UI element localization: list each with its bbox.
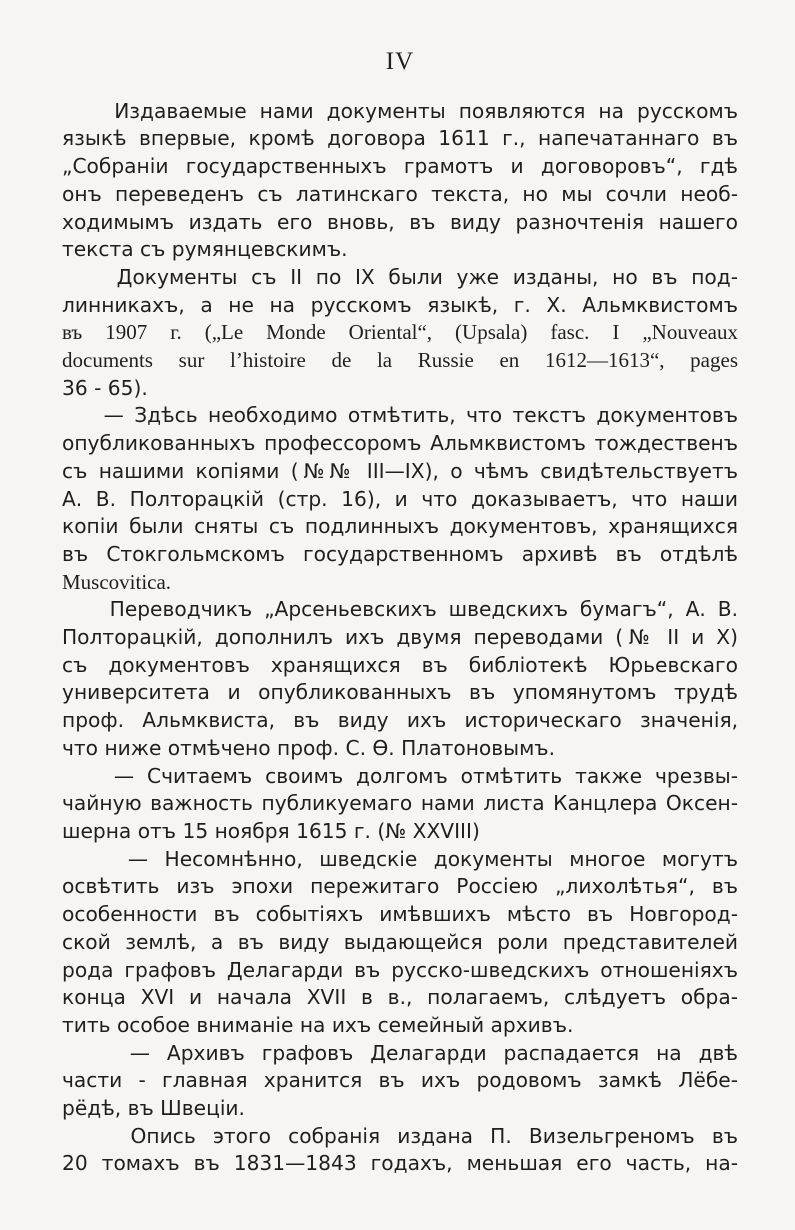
text-line: — Несомнѣнно, шведскіе документы многое могутъ [62, 846, 738, 871]
text-line: въ 1907 г. („Le Monde Oriental“, (Upsala) fasc. I „Nouveaux [62, 320, 738, 345]
text-line: „Собраніи государственныхъ грамотъ и договоровъ“, гдѣ [62, 154, 738, 179]
text-line: чайную важность публикуемаго нами листа Канцлера Оксен- [62, 791, 738, 816]
document-page [62, 48, 738, 1208]
text-line: шерна отъ 15 ноября 1615 г. (№ XXVIII) [62, 818, 480, 843]
text-line: копіи были сняты съ подлинныхъ документовъ, хранящихся [62, 514, 738, 539]
text-line: ходимымъ издать его вновь, въ виду разночтенія нашего [62, 209, 738, 234]
text-line: текста съ румянцевскимъ. [62, 237, 348, 262]
text-line: особенности въ событіяхъ имѣвшихъ мѣсто въ Новгород- [62, 902, 738, 927]
text-line: онъ переведенъ съ латинскаго текста, но мы сочли необ- [62, 181, 738, 206]
text-line: съ документовъ хранящихся въ библіотекѣ Юрьевскаго [62, 652, 738, 677]
text-line: рёдѣ, въ Швеціи. [62, 1096, 245, 1121]
text-line: проф. Альмквиста, въ виду ихъ историческаго значенія, [62, 708, 738, 733]
text-line: 36 - 65). [62, 375, 148, 400]
text-line: освѣтить изъ эпохи пережитаго Россіею „лихолѣтья“, въ [62, 874, 738, 899]
page-number: IV [385, 48, 415, 75]
text-line: въ Стокгольмскомъ государственномъ архивѣ въ отдѣлѣ [62, 541, 738, 566]
text-line: опубликованныхъ профессоромъ Альмквистомъ тождественъ [62, 431, 738, 456]
text-line: Опись этого собранія издана П. Визельгреномъ въ [62, 1123, 738, 1148]
text-line: Muscovitica. [62, 569, 172, 594]
body-text [62, 98, 738, 1178]
text-line: — Считаемъ своимъ долгомъ отмѣтить также чрезвы- [62, 763, 738, 788]
text-line: А. В. Полторацкій (стр. 16), и что доказываетъ, что наши [62, 486, 738, 511]
text-line: documents sur l’histoire de la Russie en 1612—1613“, pages [62, 348, 738, 373]
text-line: части - главная хранится въ ихъ родовомъ замкѣ Лёбе- [62, 1068, 738, 1093]
text-line: ской землѣ, а въ виду выдающейся роли представителей [62, 929, 738, 954]
text-line: линникахъ, а не на русскомъ языкѣ, г. Х. Альмквистомъ [62, 292, 738, 317]
text-line: конца XVI и начала XVII в в., полагаемъ, слѣдуетъ обра- [62, 985, 738, 1010]
text-line: съ нашими копіями (№№ III—IX), о чѣмъ свидѣтельствуетъ [62, 458, 738, 483]
text-line: университета и опубликованныхъ въ упомянутомъ трудѣ [62, 680, 738, 705]
text-line: — Здѣсь необходимо отмѣтить, что текстъ документовъ [62, 403, 738, 428]
text-line: тить особое вниманіе на ихъ семейный архивъ. [62, 1012, 574, 1037]
text-line: Документы съ II по IX были уже изданы, но въ под- [62, 264, 738, 289]
text-line: Издаваемые нами документы появляются на русскомъ [62, 98, 738, 123]
text-line: Полторацкій, дополнилъ ихъ двумя переводами (№ II и X) [62, 625, 738, 650]
text-line: языкѣ впервые, кромѣ договора 1611 г., напечатаннаго въ [62, 126, 738, 151]
text-line: что ниже отмѣчено проф. С. Ѳ. Платоновымъ. [62, 735, 555, 760]
text-line: — Архивъ графовъ Делагарди распадается на двѣ [62, 1040, 738, 1065]
text-line: 20 томахъ въ 1831—1843 годахъ, меньшая его часть, на- [62, 1151, 738, 1176]
text-line: рода графовъ Делагарди въ русско-шведскихъ отношеніяхъ [62, 957, 738, 982]
text-line: Переводчикъ „Арсеньевскихъ шведскихъ бумагъ“, А. В. [62, 597, 738, 622]
